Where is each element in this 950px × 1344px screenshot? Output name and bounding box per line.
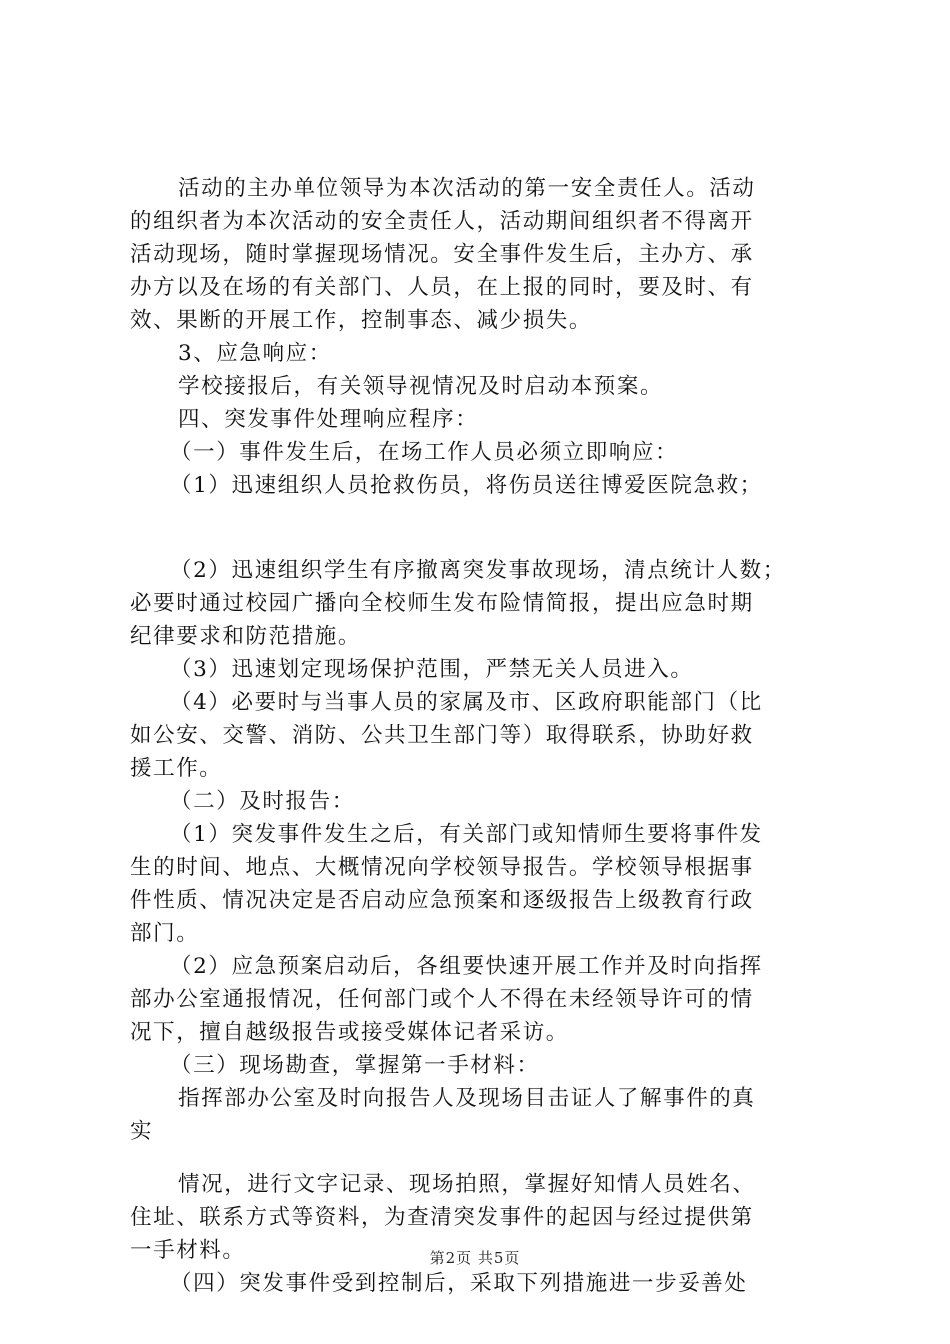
paragraph-line: 活动的主办单位领导为本次活动的第一安全责任人。活动: [178, 176, 756, 201]
paragraph-line: 办方以及在场的有关部门、人员，在上报的同时，要及时、有: [130, 275, 754, 300]
subsection-heading: （三）现场勘查，掌握第一手材料：: [170, 1053, 540, 1078]
subsection-heading: （一）事件发生后，在场工作人员必须立即响应：: [170, 440, 679, 465]
subsection-heading: （四）突发事件受到控制后，采取下列措施进一步妥善处: [170, 1271, 748, 1296]
paragraph-line: 指挥部办公室及时向报告人及现场目击证人了解事件的真: [178, 1086, 756, 1111]
paragraph-line: 如公安、交警、消防、公共卫生部门等）取得联系，协助好救: [130, 723, 754, 748]
blank-space: [130, 502, 830, 554]
list-item: （3）迅速划定现场保护范围，严禁无关人员进入。: [170, 657, 694, 682]
list-item: （4）必要时与当事人员的家属及市、区政府职能部门（比: [170, 690, 763, 715]
paragraph-line: 部门。: [130, 921, 200, 946]
paragraph-line: 纪律要求和防范措施。: [130, 624, 362, 649]
paragraph-line: 情况，进行文字记录、现场拍照，掌握好知情人员姓名、: [178, 1172, 756, 1197]
list-item: （1）迅速组织人员抢救伤员，将伤员送往博爱医院急救；: [170, 473, 763, 498]
paragraph-line: 部办公室通报情况，任何部门或个人不得在未经领导许可的情: [130, 987, 754, 1012]
paragraph-line: 件性质、情况决定是否启动应急预案和逐级报告上级教育行政: [130, 888, 754, 913]
document-body: [130, 172, 830, 1300]
list-item: （2）迅速组织学生有序撤离突发事故现场，清点统计人数；: [170, 558, 786, 583]
paragraph-line: 生的时间、地点、大概情况向学校领导报告。学校领导根据事: [130, 855, 754, 880]
paragraph-line: 必要时通过校园广播向全校师生发布险情简报，提出应急时期: [130, 591, 754, 616]
paragraph-line: 住址、联系方式等资料，为查清突发事件的起因与经过提供第: [130, 1205, 754, 1230]
paragraph-line: 活动现场，随时掌握现场情况。安全事件发生后，主办方、承: [130, 242, 754, 267]
page-number-footer: 第2页 共5页: [429, 1249, 521, 1267]
paragraph-line: 的组织者为本次活动的安全责任人，活动期间组织者不得离开: [130, 209, 754, 234]
paragraph-line: 况下，擅自越级报告或接受媒体记者采访。: [130, 1020, 569, 1045]
subsection-heading: （二）及时报告：: [170, 789, 355, 814]
paragraph-line: 援工作。: [130, 756, 223, 781]
list-item: （2）应急预案启动后，各组要快速开展工作并及时向指挥: [170, 954, 763, 979]
paragraph-line: 学校接报后，有关领导视情况及时启动本预案。: [178, 374, 664, 399]
list-item: （1）突发事件发生之后，有关部门或知情师生要将事件发: [170, 822, 763, 847]
paragraph-line: 效、果断的开展工作，控制事态、减少损失。: [130, 308, 593, 333]
paragraph-line: 一手材料。: [130, 1238, 246, 1263]
section-heading: 3、应急响应：: [178, 341, 332, 366]
paragraph-line: 实: [130, 1119, 154, 1144]
section-heading: 四、突发事件处理响应程序：: [178, 407, 479, 432]
